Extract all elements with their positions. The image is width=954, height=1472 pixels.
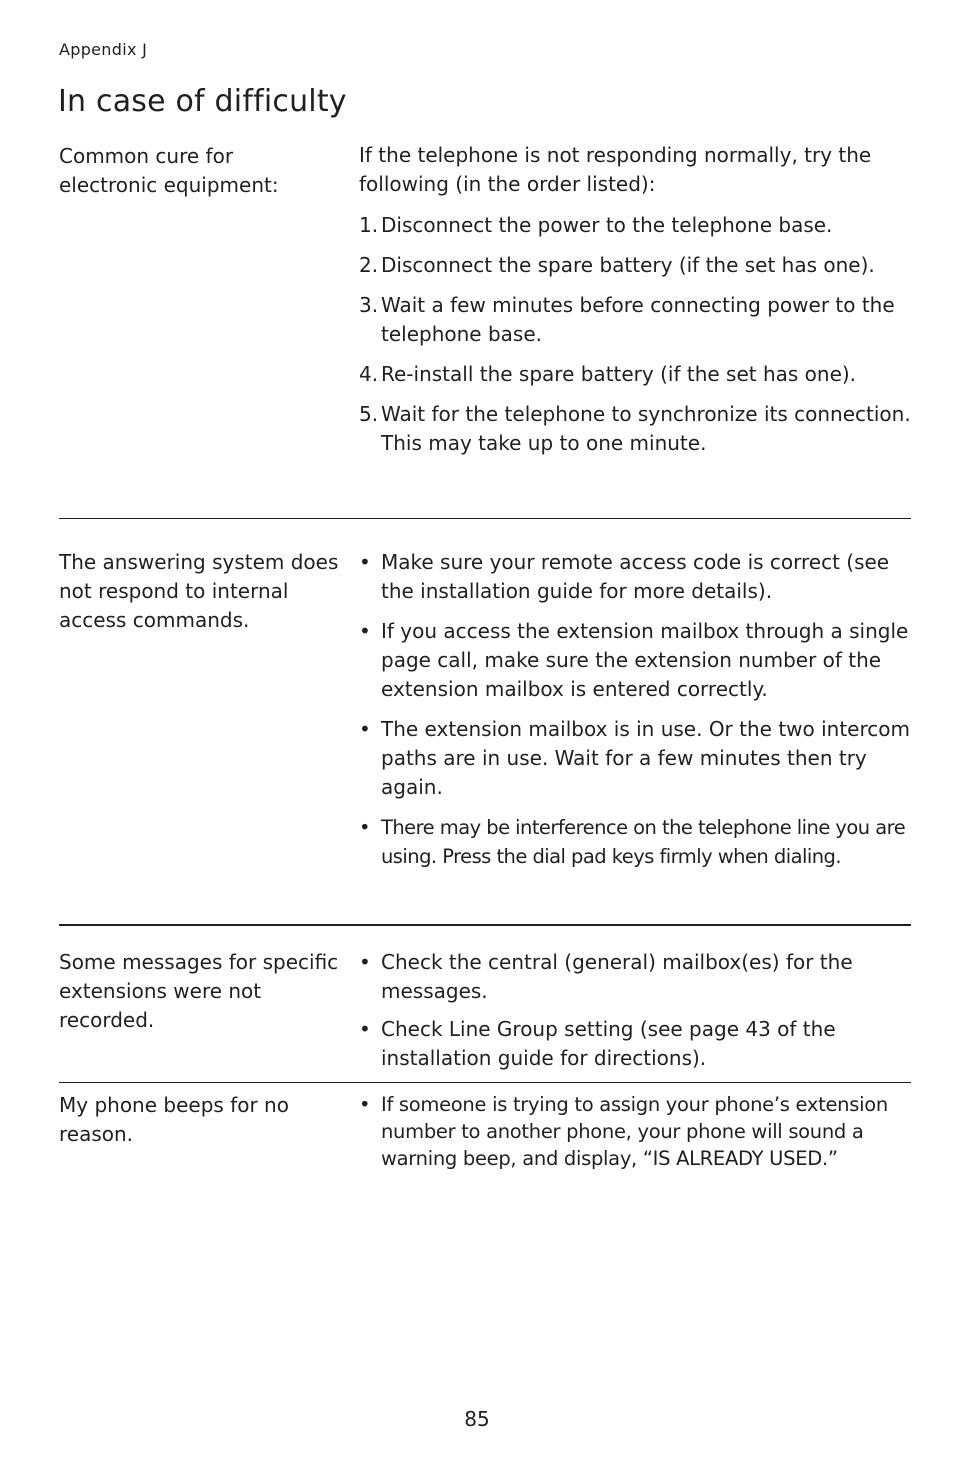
symptom-text: The answering system does not respond to internal access commands.: [59, 550, 339, 632]
remedy-block: [359, 141, 911, 458]
bullet-icon: •: [359, 619, 371, 643]
list-item: [359, 251, 911, 280]
bullet-icon: •: [359, 550, 371, 574]
bullet-list: [359, 548, 911, 871]
remedy-intro: If the telephone is not responding normally, try the following (in the order listed):: [359, 143, 872, 196]
list-item: [359, 291, 911, 349]
list-item: [359, 400, 911, 458]
bullet-list: [359, 1091, 911, 1172]
bullet-icon: •: [359, 1017, 371, 1041]
bullet-text: Make sure your remote access code is correct (see the installation guide for more details).: [381, 550, 890, 603]
list-item: [359, 715, 911, 802]
symptom-text: Some messages for specific extensions were not recorded.: [59, 950, 339, 1032]
step-number: 2.: [359, 253, 379, 277]
bullet-icon: •: [359, 717, 371, 741]
bullet-text: Check the central (general) mailbox(es) for the messages.: [381, 950, 853, 1003]
bullet-text: If you access the extension mailbox through a single page call, make sure the extension number of the extension mailbox is entered correctly.: [381, 619, 909, 701]
page-number: 85: [464, 1407, 490, 1431]
row-divider: [59, 924, 911, 926]
bullet-text: If someone is trying to assign your phone’s extension number to another phone, your phone will sound a warning beep, and display, “IS ALREADY USED.”: [381, 1093, 888, 1170]
step-number: 4.: [359, 362, 379, 386]
remedy-block: [359, 1091, 911, 1172]
symptom-text: My phone beeps for no reason.: [59, 1093, 289, 1146]
bullet-text: The extension mailbox is in use. Or the two intercom paths are in use. Wait for a few minutes then try again.: [381, 717, 910, 799]
step-text: Wait a few minutes before connecting power to the telephone base.: [381, 293, 895, 346]
list-item: [359, 948, 911, 1006]
list-item: [359, 1015, 911, 1073]
section-label: Appendix J: [59, 40, 148, 59]
remedy-block: [359, 948, 911, 1073]
row-divider: [59, 1082, 911, 1083]
step-text: Wait for the telephone to synchronize its connection. This may take up to one minute.: [381, 402, 911, 455]
remedy-block: [359, 548, 911, 871]
step-number: 5.: [359, 402, 379, 426]
list-item: [359, 813, 911, 871]
list-item: [359, 360, 911, 389]
numbered-steps-list: [359, 211, 911, 458]
list-item: [359, 211, 911, 240]
page-title: In case of difficulty: [58, 84, 347, 119]
step-text: Re-install the spare battery (if the set has one).: [381, 362, 857, 386]
bullet-icon: •: [359, 1093, 371, 1116]
bullet-icon: •: [359, 950, 371, 974]
step-number: 1.: [359, 213, 379, 237]
list-item: [359, 548, 911, 606]
step-text: Disconnect the spare battery (if the set has one).: [381, 253, 875, 277]
bullet-icon: •: [359, 816, 370, 839]
bullet-text: There may be interference on the telephone line you are using. Press the dial pad keys firmly when dialing.: [381, 816, 906, 868]
list-item: [359, 617, 911, 704]
symptom-text: Common cure for electronic equipment:: [59, 144, 279, 197]
bullet-list: [359, 948, 911, 1073]
step-number: 3.: [359, 293, 379, 317]
list-item: [359, 1091, 911, 1172]
bullet-text: Check Line Group setting (see page 43 of the installation guide for directions).: [381, 1017, 836, 1070]
step-text: Disconnect the power to the telephone base.: [381, 213, 833, 237]
row-divider: [59, 518, 911, 519]
